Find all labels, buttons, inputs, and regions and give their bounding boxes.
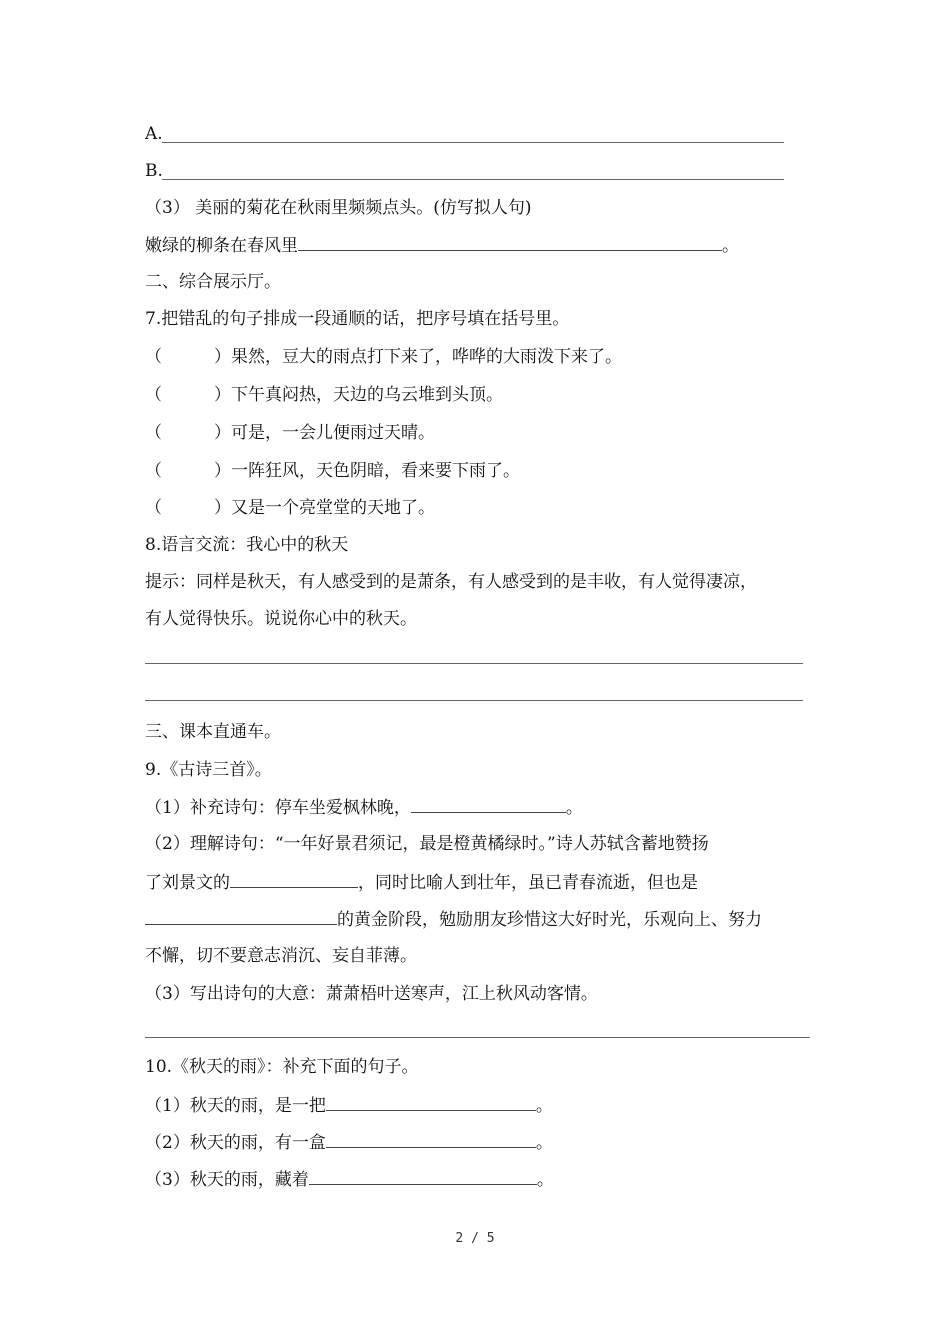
answer-line-a xyxy=(145,122,163,146)
question-10-title: 10.《秋天的雨》：补充下面的句子。 xyxy=(145,1057,419,1077)
q9-part-2-line-2: 了刘景文的 ，同时比喻人到壮年，虽已青春流逝，但也是 xyxy=(145,870,698,895)
q7-item-2: （ ）下午真闷热，天边的乌云堆到头顶。 xyxy=(145,385,503,405)
q3-prompt: 嫩绿的柳条在春风里 xyxy=(145,236,298,256)
q7-item-3: （ ）可是，一会儿便雨过天晴。 xyxy=(145,423,435,443)
q9-part-1: （1）补充诗句：停车坐爱枫林晚， 。 xyxy=(145,795,583,820)
q9-part-2-line-3: 的黄金阶段，勉励朋友珍惜这大好时光，乐观向上、努力 xyxy=(145,907,762,932)
q10-sentence-1: （1）秋天的雨，是一把 。 xyxy=(145,1093,553,1118)
q7-item-4: （ ）一阵狂风，天色阴暗，看来要下雨了。 xyxy=(145,461,520,481)
q8-answer-blank-1[interactable] xyxy=(145,663,803,664)
question-3-text: （3） 美丽的菊花在秋雨里频频点头。(仿写拟人句) xyxy=(145,198,532,218)
q9-part-2-line-1: （2）理解诗句：“一年好景君须记，最是橙黄橘绿时。”诗人苏轼含蓄地赞扬 xyxy=(145,834,709,854)
question-8-hint-2: 有人觉得快乐。说说你心中的秋天。 xyxy=(145,609,417,629)
label-b: B. xyxy=(145,161,163,181)
q9-part-2-blank-1[interactable] xyxy=(230,870,358,888)
q7-item-1: （ ）果然，豆大的雨点打下来了，哗哗的大雨泼下来了。 xyxy=(145,347,622,367)
q10-sentence-2: （2）秋天的雨，有一盒 。 xyxy=(145,1130,553,1155)
q3-end: 。 xyxy=(722,236,739,256)
blank-a[interactable] xyxy=(162,142,784,143)
question-3-answer-line xyxy=(145,233,739,258)
question-7-title: 7.把错乱的句子排成一段通顺的话，把序号填在括号里。 xyxy=(145,309,570,329)
q3-blank[interactable] xyxy=(298,233,722,251)
label-a: A. xyxy=(145,124,163,144)
section-3-title: 三、课本直通车。 xyxy=(145,722,281,742)
q8-answer-blank-2[interactable] xyxy=(145,700,803,701)
q10-blank-3[interactable] xyxy=(309,1167,537,1185)
q10-blank-1[interactable] xyxy=(326,1093,536,1111)
q9-part-2-line-4: 不懈，切不要意志消沉、妄自菲薄。 xyxy=(145,946,417,966)
question-8-title: 8.语言交流：我心中的秋天 xyxy=(145,535,349,555)
q9-part-2-blank-2[interactable] xyxy=(145,907,337,925)
q9-part-3-blank[interactable] xyxy=(145,1037,810,1038)
q10-blank-2[interactable] xyxy=(326,1130,536,1148)
blank-b[interactable] xyxy=(162,179,784,180)
q9-part-3: （3）写出诗句的大意：萧萧梧叶送寒声，江上秋风动客情。 xyxy=(145,984,598,1004)
answer-line-b xyxy=(145,159,163,183)
section-2-title: 二、综合展示厅。 xyxy=(145,272,281,292)
q7-item-5: （ ）又是一个亮堂堂的天地了。 xyxy=(145,498,435,518)
page-number: 2 / 5 xyxy=(455,1231,495,1246)
q9-part-1-blank[interactable] xyxy=(411,795,566,813)
question-9-title: 9.《古诗三首》。 xyxy=(145,760,272,780)
question-8-hint-1: 提示：同样是秋天，有人感受到的是萧条，有人感受到的是丰收，有人觉得凄凉， xyxy=(145,572,757,592)
q10-sentence-3: （3）秋天的雨，藏着 。 xyxy=(145,1167,554,1192)
